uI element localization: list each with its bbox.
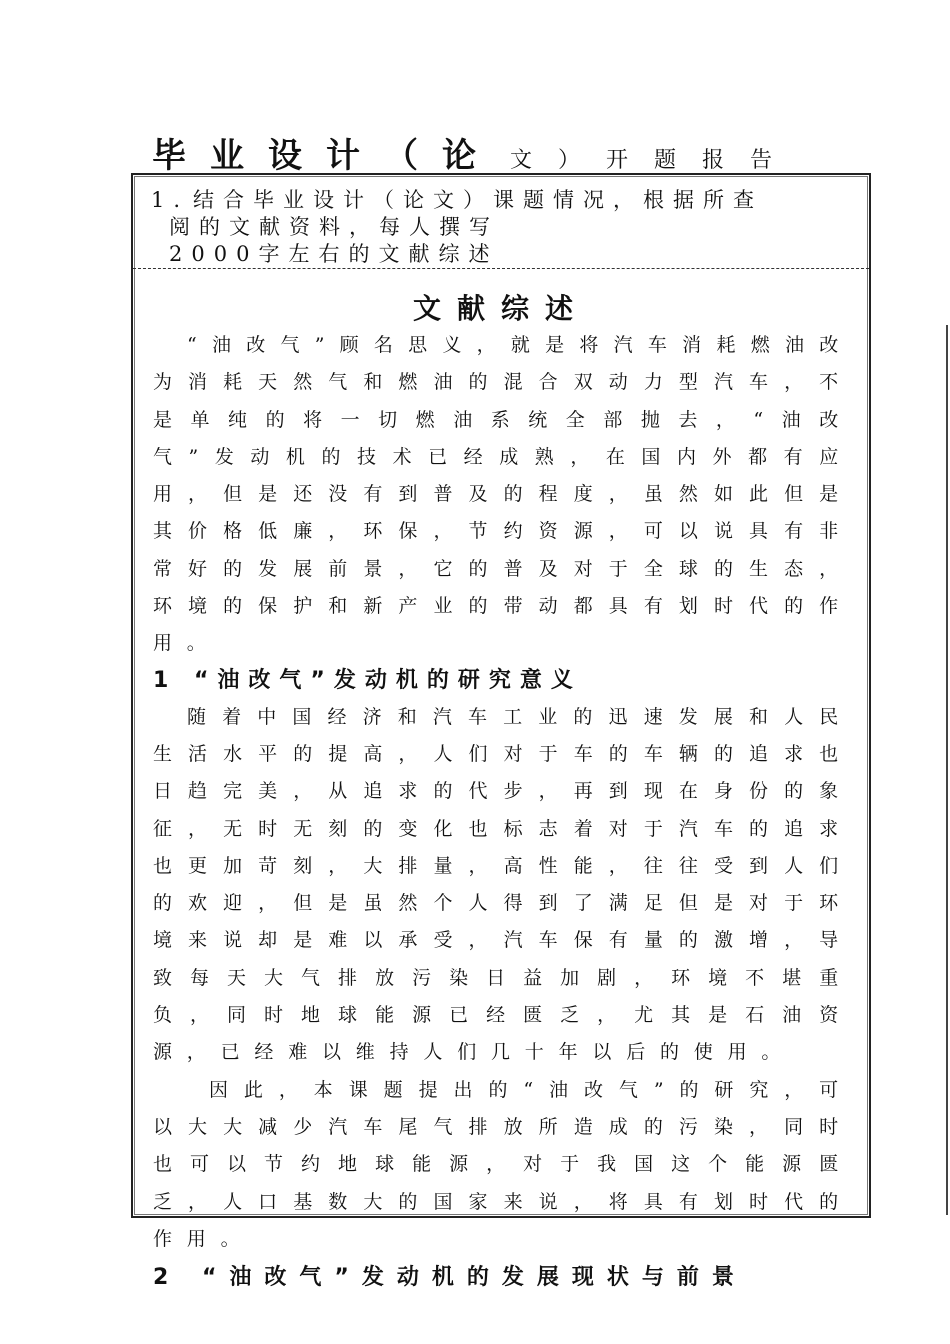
instruction-block [151, 187, 851, 268]
title-tail: 文）开题报告 [509, 148, 798, 173]
intro-paragraph: “油改气”顾名思义，就是将汽车消耗燃油改为消耗天然气和燃油的混合双动力型汽车，不是单纯的将一切燃油系统全部抛去，“油改气”发动机的技术已经成熟，在国内外都有应用，但是还没有到普及的程度，虽然如此但是其价格低廉，环保，节约资源，可以说具有非常好的发展前景，它的普及对于全球的生态，环境的保护和新产业的带动都具有划时代的作用。 [153, 334, 853, 655]
dashed-divider [133, 268, 869, 269]
section-heading: 文献综述 [412, 292, 589, 325]
review-body [153, 327, 853, 1296]
section-1-title: 1 “油改气”发动机的研究意义 [153, 667, 582, 693]
section-1-paragraph-1: 随着中国经济和汽车工业的迅速发展和人民生活水平的提高，人们对于车的车辆的追求也日趋完美，从追求的代步，再到现在身份的象征，无时无刻的变化也标志着对于汽车的追求也更加苛刻，大排量，高性能，往往受到人们的欢迎，但是虽然个人得到了满足但是对于环境来说却是难以承受，汽车保有量的激增，导致每天大气排放污染日益加剧，环境不堪重负，同时地球能源已经匮乏，尤其是石油资源，已经难以维持人们几十年以后的使用。 [153, 705, 853, 1064]
report-frame [131, 173, 871, 1291]
section-2-title: 2 “油改气”发动机的发展现状与前景 [153, 1265, 747, 1291]
page-title [0, 128, 950, 177]
instruction-line-2: 阅的文献资料，每人撰写 [169, 215, 499, 239]
instruction-line-1: 结合毕业设计（论文）课题情况，根据所查 [193, 188, 764, 212]
page-edge-line [946, 325, 948, 1215]
instruction-line-3: 2000字左右的文献综述 [169, 242, 499, 266]
title-main: 毕业设计（论 [151, 136, 500, 176]
section-1-paragraph-2: 因此，本课题提出的“油改气”的研究，可以大大减少汽车尾气排放所造成的污染，同时也可以节约地球能源，对于我国这个能源匮乏，人口基数大的国家来说，将具有划时代的作用。 [153, 1078, 853, 1250]
instruction-number: 1. [151, 188, 190, 212]
